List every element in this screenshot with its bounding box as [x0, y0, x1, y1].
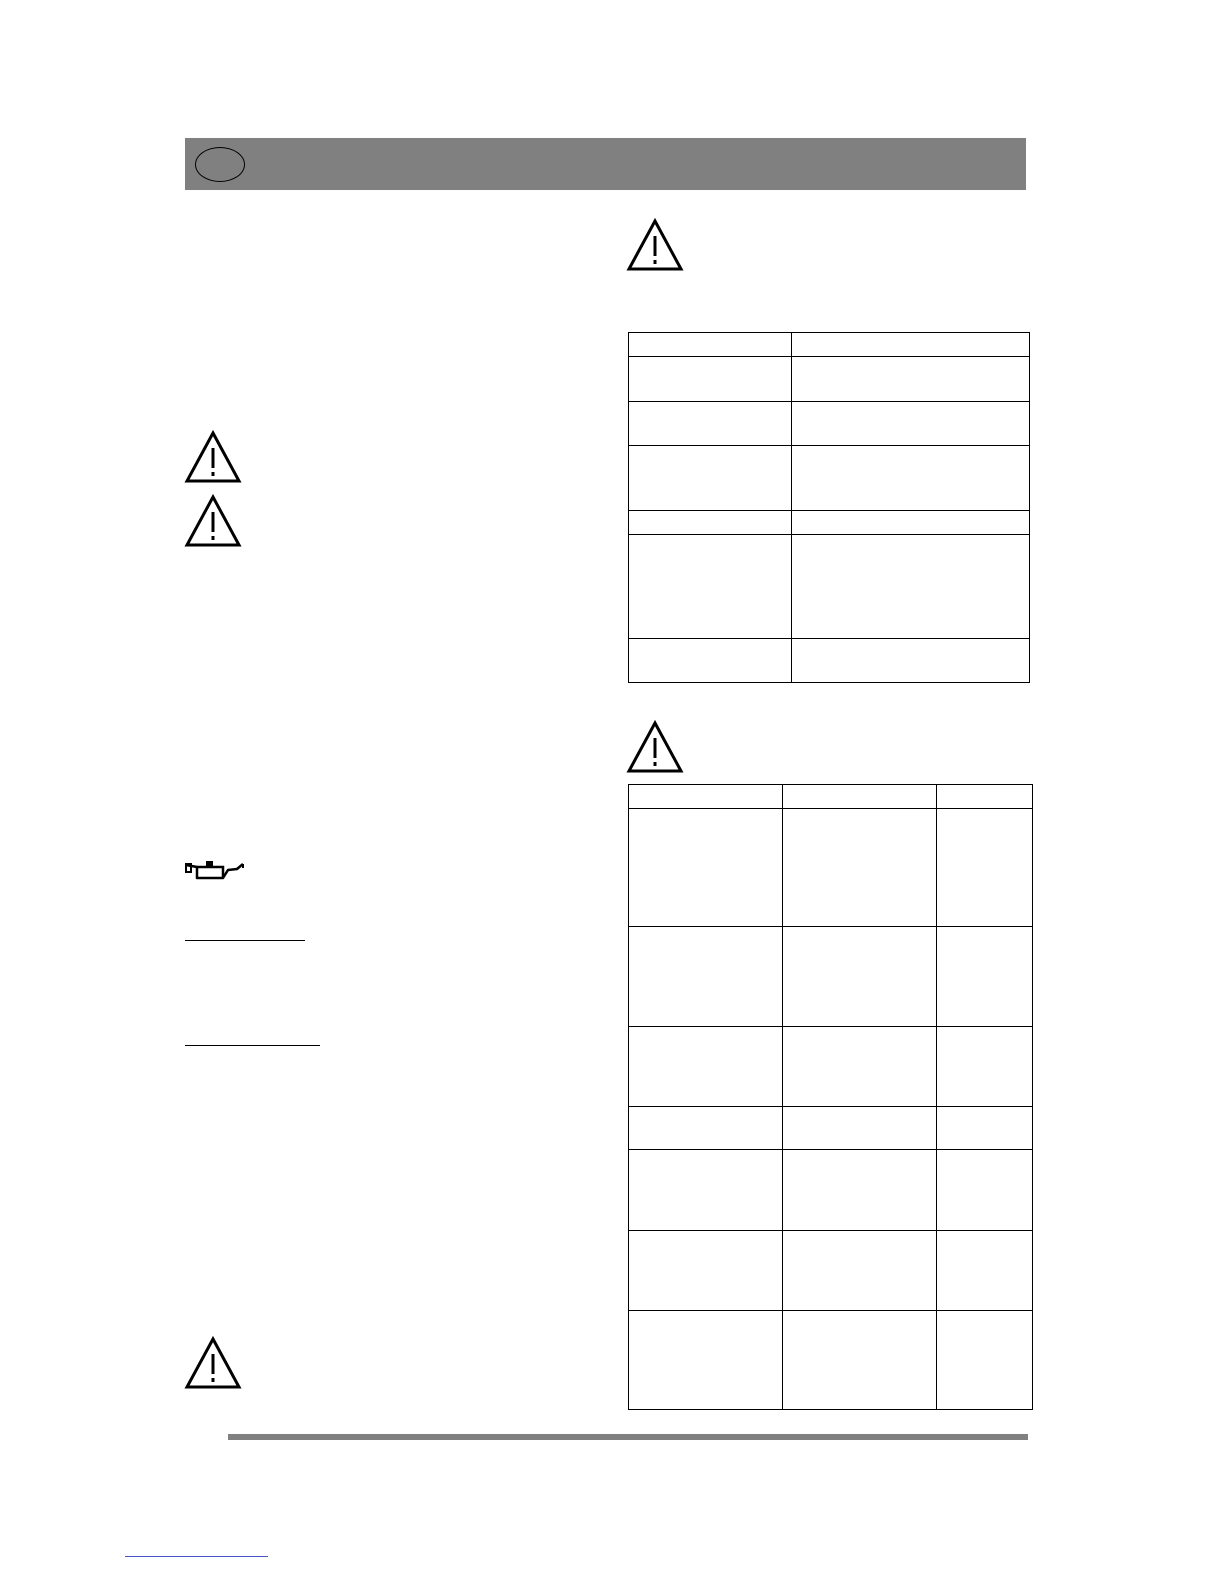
- warning-triangle-icon: [626, 720, 684, 774]
- footer-link[interactable]: [125, 1556, 268, 1557]
- warning-triangle-icon: [184, 430, 242, 484]
- table-cell: [792, 446, 1030, 511]
- table-2: [628, 784, 1033, 1410]
- warning-triangle-icon: [184, 1336, 242, 1390]
- table-row: [629, 535, 1030, 639]
- language-badge: [195, 147, 245, 182]
- table-row: [629, 402, 1030, 446]
- table-1: [628, 332, 1030, 683]
- table-cell: [792, 333, 1030, 357]
- table-cell: [629, 402, 792, 446]
- table-cell: [937, 1311, 1033, 1410]
- table-cell: [937, 1150, 1033, 1231]
- table-row: [629, 809, 1033, 927]
- table-cell: [792, 402, 1030, 446]
- table-cell: [792, 535, 1030, 639]
- table-cell: [629, 333, 792, 357]
- table-row: [629, 1311, 1033, 1410]
- table-cell: [629, 1027, 783, 1107]
- table-cell: [937, 1107, 1033, 1150]
- table-row: [629, 357, 1030, 402]
- table-cell: [783, 1311, 937, 1410]
- table-cell: [783, 809, 937, 927]
- table-row: [629, 1027, 1033, 1107]
- table-cell: [792, 511, 1030, 535]
- table-cell: [629, 446, 792, 511]
- table-cell: [792, 639, 1030, 683]
- table-cell: [629, 511, 792, 535]
- table-cell: [783, 1150, 937, 1231]
- table-cell: [629, 785, 783, 809]
- table-cell: [629, 357, 792, 402]
- table-cell: [629, 809, 783, 927]
- table-cell: [937, 927, 1033, 1027]
- table-cell: [937, 1231, 1033, 1311]
- table-cell: [937, 785, 1033, 809]
- table-row: [629, 1231, 1033, 1311]
- table-cell: [783, 1027, 937, 1107]
- table-cell: [937, 809, 1033, 927]
- table-cell: [783, 1107, 937, 1150]
- table-row: [629, 1150, 1033, 1231]
- table-row: [629, 446, 1030, 511]
- table-cell: [629, 1150, 783, 1231]
- table-cell: [629, 1107, 783, 1150]
- table-row: [629, 333, 1030, 357]
- table-cell: [629, 927, 783, 1027]
- table-row: [629, 639, 1030, 683]
- oil-can-icon: [185, 858, 245, 884]
- table-cell: [783, 785, 937, 809]
- warning-triangle-icon: [626, 218, 684, 272]
- table-row: [629, 785, 1033, 809]
- table-cell: [783, 927, 937, 1027]
- header-bar: [185, 138, 1026, 190]
- table-cell: [629, 535, 792, 639]
- table-cell: [629, 1231, 783, 1311]
- table-cell: [937, 1027, 1033, 1107]
- footer-bar: [228, 1434, 1028, 1440]
- warning-triangle-icon: [184, 494, 242, 548]
- table-row: [629, 1107, 1033, 1150]
- section-heading-underline: [185, 940, 305, 941]
- table-cell: [783, 1231, 937, 1311]
- table-row: [629, 511, 1030, 535]
- section-heading-underline: [185, 1045, 320, 1046]
- table-cell: [629, 1311, 783, 1410]
- table-cell: [629, 639, 792, 683]
- table-cell: [792, 357, 1030, 402]
- table-row: [629, 927, 1033, 1027]
